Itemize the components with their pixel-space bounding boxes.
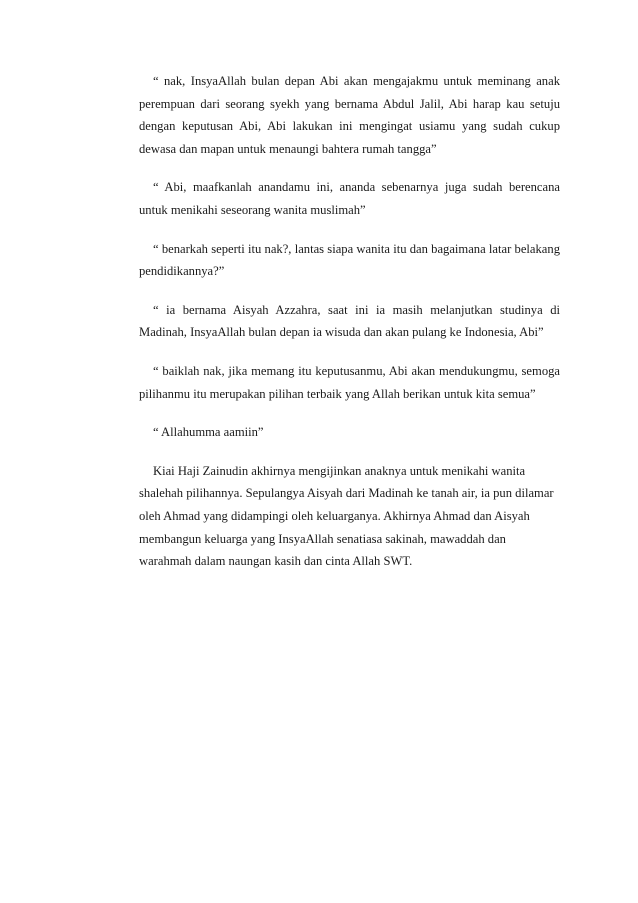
story-text (139, 70, 560, 589)
dialog-paragraph-2: “ Abi, maafkanlah anandamu ini, ananda sebenarnya juga sudah berencana untuk menikahi seseorang wanita muslimah” (139, 180, 560, 217)
dialog-paragraph-1: “ nak, InsyaAllah bulan depan Abi akan mengajakmu untuk meminang anak perempuan dari seorang syekh yang bernama Abdul Jalil, Abi harap kau setuju dengan keputusan Abi, Abi lakukan ini mengingat usiamu yang sudah cukup dewasa dan mapan untuk menaungi bahtera rumah tangga” (139, 74, 560, 156)
dialog-paragraph-3: “ benarkah seperti itu nak?, lantas siapa wanita itu dan bagaimana latar belakang pendidikannya?” (139, 241, 560, 279)
dialog-paragraph-4: “ ia bernama Aisyah Azzahra, saat ini ia masih melanjutkan studinya di Madinah, InsyaAllah bulan depan ia wisuda dan akan pulang ke Indonesia, Abi” (139, 302, 560, 340)
narration-paragraph: Kiai Haji Zainudin akhirnya mengijinkan anaknya untuk menikahi wanita shalehah pilihannya. Sepulangya Aisyah dari Madinah ke tanah air, ia pun dilamar oleh Ahmad yang didampingi oleh keluarganya. Akhirnya Ahmad dan Aisyah membangun keluarga yang InsyaAllah senatiasa sakinah, mawaddah dan warahmah dalam naungan kasih dan cinta Allah SWT. (139, 463, 554, 569)
dialog-paragraph-5: “ baiklah nak, jika memang itu keputusanmu, Abi akan mendukungmu, semoga pilihanmu itu merupakan pilihan terbaik yang Allah berikan untuk kita semua” (139, 363, 560, 401)
dialog-paragraph-6: “ Allahumma aamiin” (153, 425, 264, 440)
